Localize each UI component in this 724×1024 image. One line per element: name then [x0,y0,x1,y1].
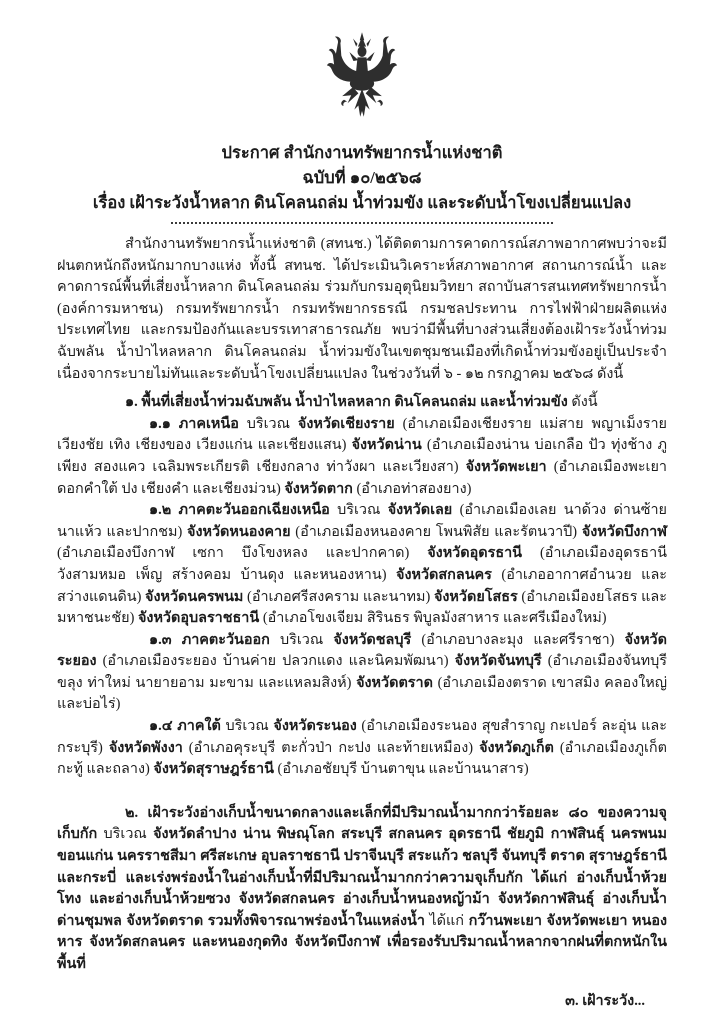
text-segment: (อำเภอบางละมุง และศรีราชา) [411,631,625,648]
text-segment: จังหวัดอุดรธานี [427,545,523,562]
text-segment: (อำเภอเมืองภูเก็ต กะทู้ และถลาง) [57,739,667,778]
text-segment: บริเวณ [97,826,154,843]
text-segment: (อำเภอชัยบุรี บ้านตาขุน และบ้านนาสาร) [273,761,529,778]
garuda-emblem-icon [317,30,407,128]
text-segment: ดังนี้ [567,394,598,411]
text-segment: (อำเภอเมืองระยอง บ้านค่าย ปลวกแดง และนิคมพัฒนา) [96,653,455,670]
text-segment: จังหวัดบึงกาฬ [581,523,667,540]
text-segment: จังหวัดลำปาง น่าน พิษณุโลก สระบุรี สกลนคร อุดรธานี ชัยภูมิ กาฬสินธุ์ นครพนม ขอนแก่น นครราชสีมา ศรีสะเกษ อุบลราชธานี ปราจีนบุรี สระแก้ว ชลบุรี จันทบุรี ตราด สุราษฎร์ธานี และกระบี่ และเร่งพร่องน้ำในอ่างเก็บน้ำที่มีปริมาณน้ำมากกว่าความจุเก็บกัก ได้แก่ อ่างเก็บน้ำห้วยโทง และอ่างเก็บน้ำห้วยซวง จังหวัดสกลนคร อ่างเก็บน้ำหนองหญ้าม้า จังหวัดกาฬสินธุ์ อ่างเก็บน้ำด่านชุมพล จังหวัดตราด รวมทั้งพิจารณาพร่องน้ำในแหล่งน้ำ [57,826,667,929]
text-segment: ๒. เฝ้าระวังอ่างเก็บน้ำขนาดกลางและเล็กที่มีปริมาณน้ำมากกว่าร้อยละ ๘๐ ของความจุเก็บกัก [57,804,667,843]
text-segment: ๑.๓ ภาคตะวันออก [149,631,270,648]
text-segment: สำนักงานทรัพยากรน้ำแห่งชาติ (สทนช.) ได้ติดตามการคาดการณ์สภาพอากาศพบว่าจะมีฝนตกหนักถึงหนักมากบางแห่ง ทั้งนี้ สทนช. ได้ประเมินวิเคราะห์สภาพอากาศ สถานการณ์น้ำ และคาดการณ์พื้นที่เสี่ยงน้ำหลาก ดินโคลนถล่ม ร่วมกับกรมอุตุนิยมวิทยา สถาบันสารสนเทศทรัพยากรน้ำ (องค์การมหาชน) กรมทรัพยากรน้ำ กรมทรัพยากรธรณี กรมชลประทาน การไฟฟ้าฝ่ายผลิตแห่งประเทศไทย และกรมป้องกันและบรรเทาสาธารณภัย พบว่ามีพื้นที่บางส่วนเสี่ยงต้องเฝ้าระวังน้ำท่วมฉับพลัน น้ำป่าไหลหลาก ดินโคลนถล่ม น้ำท่วมขังในเขตชุมชนเมืองที่เกิดน้ำท่วมขังอยู่เป็นประจำ เนื่องจากระบายไม่ทันและระดับน้ำโขงเปลี่ยนแปลง ในช่วงวันที่ ๖ - ๑๒ กรกฎาคม ๒๕๖๘ ดังนี้ [57,236,667,382]
text-segment: จังหวัดน่าน [351,437,422,454]
text-segment: (อำเภอเมืองอุดรธานี วังสามหมอ เพ็ญ สร้างคอม บ้านดุง และหนองหาน) [57,545,667,583]
document-body [0,234,724,1012]
text-segment: (อำเภอเมืองยโสธร และมหาชนะชัย) [57,588,667,627]
text-segment: (อำเภอเมืองพะเยา ดอกคำใต้ ปง เชียงคำ และเชียงม่วน) [57,458,667,497]
text-segment: จังหวัดพังงา [108,739,183,756]
section-1-1-north [57,414,667,500]
text-segment: (อำเภอศรีสงคราม และนาทม) [243,588,434,605]
text-segment: บริเวณ [238,415,298,432]
document-number: ฉบับที่ ๑๐/๒๕๖๘ [302,168,422,187]
text-segment: จังหวัดเลย [387,502,453,519]
section-2-reservoirs [57,803,667,976]
text-segment: (อำเภอเมืองน่าน บ่อเกลือ ปัว ทุ่งช้าง ภูเพียง สองแคว เฉลิมพระเกียรติ เชียงกลาง ท่าวังผา และเวียงสา) [57,437,667,475]
text-segment: (อำเภอโขงเจียม สิรินธร พิบูลมังสาหาร และศรีเมืองใหม่) [259,610,607,627]
text-segment: (อำเภอเมืองระนอง สุขสำราญ กะเปอร์ ละอุ่น และกระบุรี) [57,718,667,756]
text-segment: ได้แก่ [424,912,469,929]
text-segment: บริเวณ [220,718,274,735]
text-segment: ๑.๑ ภาคเหนือ [149,415,239,432]
text-segment: (อำเภอเมืองเชียงราย แม่สาย พญาเม็งราย เวียงชัย เทิง เชียงของ เวียงแก่น และเชียงแสน) [57,415,667,454]
text-segment: (อำเภอเมืองเลย นาด้วง ด่านซ้าย นาแห้ว และปากชม) [57,502,667,540]
text-segment: บริเวณ [329,502,388,519]
section-1-2-northeast [57,500,667,630]
text-segment: จังหวัดพะเยา [465,458,547,475]
dotted-divider [171,222,553,224]
text-segment: บริเวณ [269,631,334,648]
text-segment: (อำเภอเมืองตราด เขาสมิง คลองใหญ่ และบ่อไร่) [57,674,668,713]
text-segment: กว๊านพะเยา จังหวัดพะเยา หนองหาร จังหวัดสกลนคร และหนองกุดทิง จังหวัดบึงกาฬ เพื่อรองรับปริมาณน้ำหลากจากฝนที่ตกหนักในพื้นที่ [57,912,667,972]
text-segment: จังหวัดอุบลราชธานี [137,610,260,627]
catchword-next-page: ๓. เฝ้าระวัง... [565,992,645,1009]
emblem-container [0,0,724,132]
text-segment: (อำเภอท่าสองยาง) [352,480,472,497]
text-segment: จังหวัดตราด [356,674,433,691]
text-segment: จังหวัดจันทบุรี [454,653,542,670]
paragraph-intro [57,234,667,385]
document-title: ประกาศ สำนักงานทรัพยากรน้ำแห่งชาติ [221,143,503,162]
section-1-3-east [57,630,667,716]
text-segment: จังหวัดสกลนคร [396,566,492,583]
text-segment: (อำเภออากาศอำนวย และสว่างแดนดิน) [57,566,667,605]
text-segment: ๑.๒ ภาคตะวันออกเฉียงเหนือ [149,502,330,519]
text-segment: จังหวัดยโสธร [433,588,518,605]
text-segment: จังหวัดภูเก็ต [479,739,554,756]
text-segment: (อำเภอคุระบุรี ตะกั่วป่า กะปง และท้ายเหมือง) [182,739,480,756]
text-segment: จังหวัดตาก [284,480,353,497]
text-segment: ๑. พื้นที่เสี่ยงน้ำท่วมฉับพลัน น้ำป่าไหลหลาก ดินโคลนถล่ม และน้ำท่วมขัง [125,394,568,411]
text-segment: (อำเภอเมืองบึงกาฬ เซกา บึงโขงหลง และปากคาด) [57,545,428,562]
text-segment: จังหวัดนครพนม [145,588,244,605]
text-segment: จังหวัดระนอง [273,718,357,735]
section-1-heading [57,392,667,414]
text-segment: (อำเภอเมืองหนองคาย โพนพิสัย และรัตนวาปี) [290,523,582,540]
text-segment: จังหวัดหนองคาย [187,523,291,540]
section-1-4-south [57,716,667,781]
text-segment: ๑.๔ ภาคใต้ [149,718,221,735]
document-header [0,140,724,215]
text-segment: จังหวัดเชียงราย [297,415,395,432]
text-segment: จังหวัดสุราษฎร์ธานี [153,761,274,778]
text-segment: (อำเภอเมืองจันทบุรี ขลุง ท่าใหม่ นายายอาม มะขาม และแหลมสิงห์) [57,653,667,691]
text-segment: จังหวัดชลบุรี [333,631,412,648]
text-segment: จังหวัดระยอง [57,631,667,670]
subject-line: เรื่อง เฝ้าระวังน้ำหลาก ดินโคลนถล่ม น้ำท่วมขัง และระดับน้ำโขงเปลี่ยนแปลง [92,193,632,212]
